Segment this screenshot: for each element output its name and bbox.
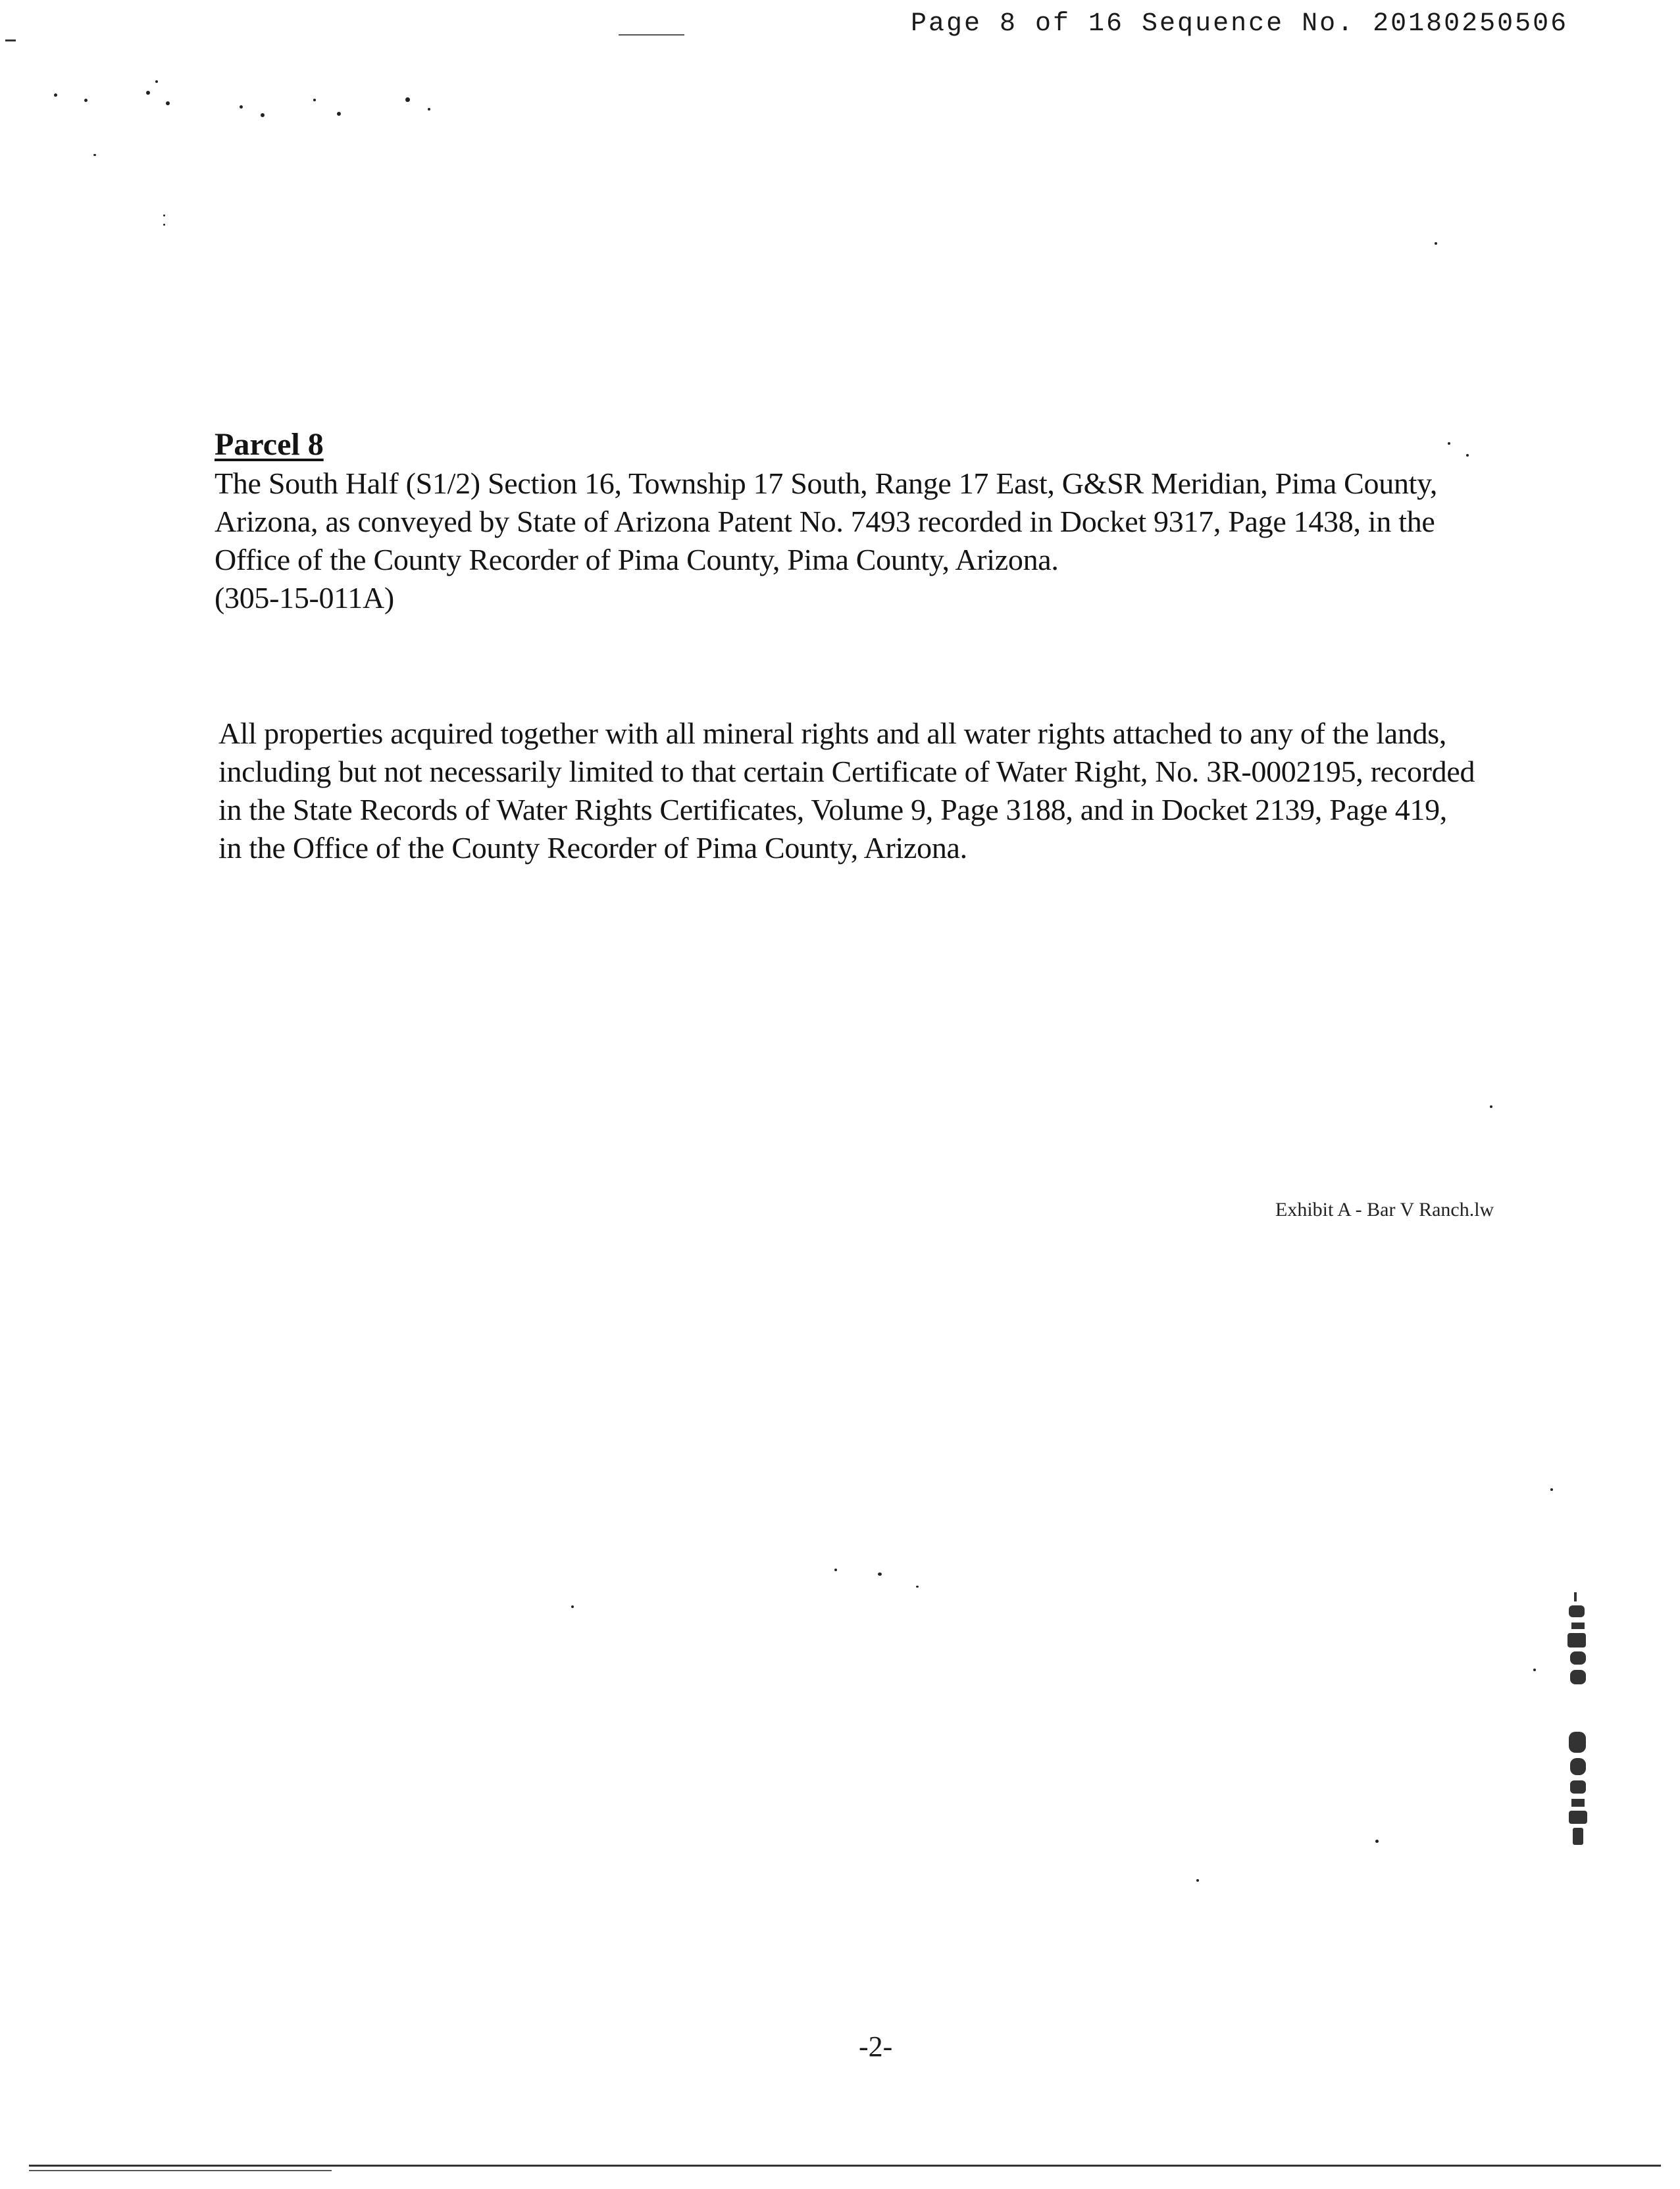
vertical-stamp-mark [1565,1592,1591,1849]
parcel-description-line: Arizona, as conveyed by State of Arizona Patent No. 7493 recorded in Docket 9317, Page 1438, in the [215,505,1435,538]
scan-speck [313,99,316,101]
parcel-description-line: The South Half (S1/2) Section 16, Township 17 South, Range 17 East, G&SR Meridian, Pima County, [215,466,1438,500]
scan-speck [1550,1488,1553,1491]
scan-speck [878,1573,882,1576]
scan-speck [54,93,57,97]
scan-speck [571,1605,574,1608]
scan-speck [155,80,158,83]
scan-speck [1490,1105,1492,1108]
exhibit-reference: Exhibit A - Bar V Ranch.lw [1275,1199,1494,1220]
scan-speck [405,97,410,102]
scan-speck [240,105,243,109]
scan-speck [1448,442,1450,445]
bottom-scan-rule [29,2165,1661,2167]
rights-paragraph-line: in the Office of the County Recorder of Pima County, Arizona. [218,831,967,865]
scan-speck [1466,454,1469,457]
scan-speck [1533,1669,1536,1671]
scan-speck [146,91,150,95]
rights-paragraph-line: All properties acquired together with all mineral rights and all water rights attached to any of the lands, [218,717,1447,750]
scan-speck [337,112,341,116]
scan-speck [1375,1840,1379,1843]
rights-paragraph-line: in the State Records of Water Rights Certificates, Volume 9, Page 3188, and in Docket 2139, Page 419, [218,793,1447,826]
parcel-id-line: (305-15-011A) [215,581,394,615]
page-sequence-header: Page 8 of 16 Sequence No. 20180250506 [911,9,1569,39]
scan-speck [1196,1879,1199,1882]
scan-mark [5,39,16,41]
scan-speck [428,108,430,111]
scan-speck [84,99,88,102]
rights-paragraph-line: including but not necessarily limited to that certain Certificate of Water Right, No. 3R-0002195, recorded [218,755,1475,788]
scan-mark [619,34,684,36]
scan-speck [163,214,165,216]
scan-speck [166,101,170,105]
parcel-description-line: Office of the County Recorder of Pima County, Pima County, Arizona. [215,543,1059,576]
scan-speck [1435,242,1437,245]
bottom-scan-rule [29,2170,332,2171]
scan-speck [93,154,96,156]
parcel-heading: Parcel 8 [215,427,324,462]
scan-speck [834,1569,837,1571]
scan-speck [163,224,165,226]
page-number: -2- [859,2030,893,2063]
scan-speck [261,113,265,117]
scan-speck [916,1586,919,1588]
